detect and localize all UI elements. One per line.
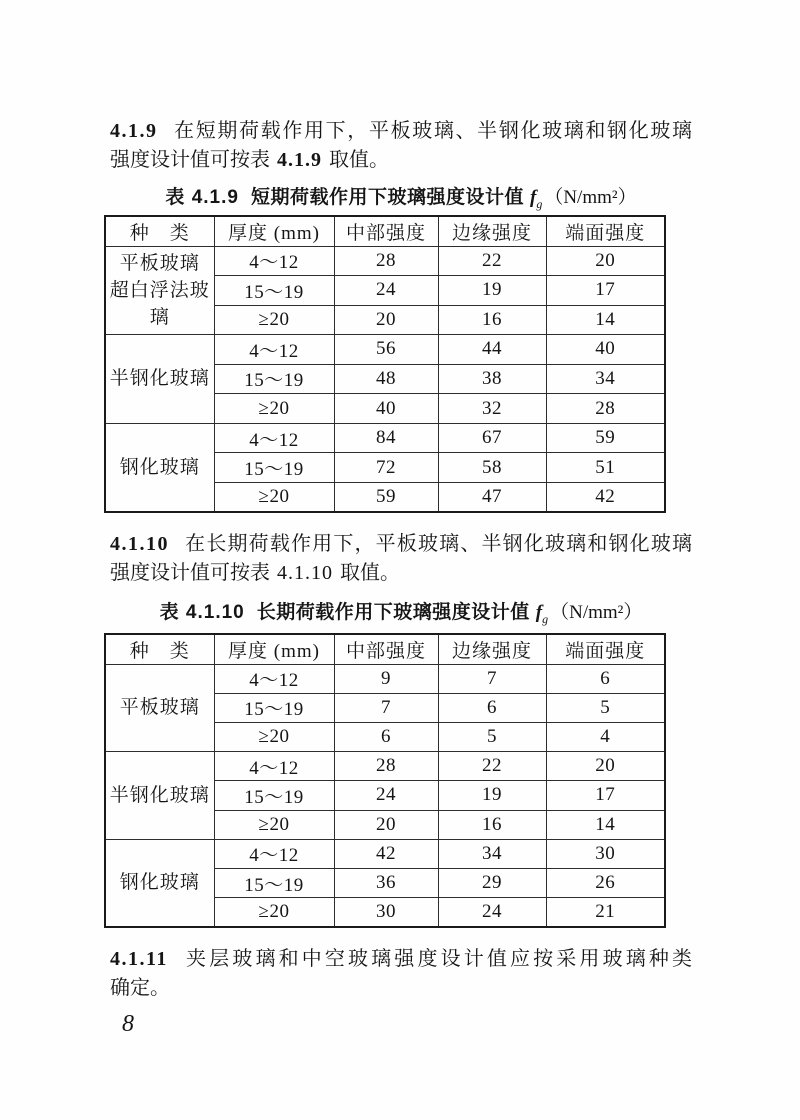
thickness-cell: 4～12: [214, 752, 334, 781]
thickness-cell: ≥20: [214, 722, 334, 751]
clause-line: [110, 117, 692, 146]
glass-kind-cell: [105, 335, 214, 424]
symbol-f: f: [529, 187, 537, 208]
mid-strength-cell: 9: [334, 664, 438, 693]
end-strength-cell: 17: [546, 276, 665, 306]
table-caption-label: 表 4.1.10: [159, 602, 245, 623]
end-strength-cell: 28: [546, 394, 665, 424]
glass-kind-cell: [105, 423, 214, 512]
table-row: [105, 839, 665, 868]
glass-kind-label: 半钢化玻璃: [109, 368, 210, 390]
table-row: [105, 335, 665, 365]
edge-strength-cell: 22: [438, 752, 546, 781]
end-strength-cell: 14: [546, 305, 665, 335]
edge-strength-cell: 19: [438, 276, 546, 306]
thickness-cell: ≥20: [214, 898, 334, 927]
clause-number: 4.1.9: [110, 120, 158, 142]
mid-strength-cell: 56: [334, 335, 438, 365]
end-strength-cell: 21: [546, 898, 665, 927]
edge-strength-cell: 16: [438, 810, 546, 839]
edge-strength-cell: 6: [438, 693, 546, 722]
header-end-strength: 端面强度: [546, 634, 665, 664]
strength-symbol: [529, 187, 543, 211]
table-row: [105, 752, 665, 781]
clause-4-1-9: [110, 117, 692, 175]
end-strength-cell: 17: [546, 781, 665, 810]
thickness-cell: 4～12: [214, 335, 334, 365]
clause-4-1-11: [110, 945, 692, 1003]
edge-strength-cell: 34: [438, 839, 546, 868]
end-strength-cell: 4: [546, 722, 665, 751]
clause-text: 在长期荷载作用下，平板玻璃、半钢化玻璃和钢化玻璃: [184, 533, 692, 555]
header-thickness: 厚度 (mm): [214, 216, 334, 246]
thickness-cell: 4～12: [214, 423, 334, 453]
header-kind: 种 类: [105, 216, 214, 246]
clause-text: 强度设计值可按表: [110, 562, 270, 584]
mid-strength-cell: 24: [334, 276, 438, 306]
edge-strength-cell: 5: [438, 722, 546, 751]
thickness-cell: 4～12: [214, 246, 334, 276]
table-caption-4-1-10: [110, 600, 692, 632]
table-row: [105, 246, 665, 276]
glass-kind-label: 钢化玻璃: [119, 456, 200, 478]
mid-strength-cell: 30: [334, 898, 438, 927]
end-strength-cell: 34: [546, 364, 665, 394]
edge-strength-cell: 38: [438, 364, 546, 394]
table-caption-text: 长期荷载作用下玻璃强度设计值: [256, 602, 530, 623]
table-caption-4-1-9: [110, 185, 692, 217]
table-row: [105, 664, 665, 693]
mid-strength-cell: 6: [334, 722, 438, 751]
end-strength-cell: 20: [546, 752, 665, 781]
end-strength-cell: 6: [546, 664, 665, 693]
edge-strength-cell: 19: [438, 781, 546, 810]
glass-kind-label: 平板玻璃: [119, 252, 200, 274]
glass-kind-cell: [105, 246, 214, 335]
clause-text: 强度设计值可按表: [110, 149, 270, 171]
table-reference: 4.1.9: [277, 149, 322, 171]
thickness-cell: 15～19: [214, 453, 334, 483]
clause-text: 确定。: [110, 977, 170, 999]
table-row: [105, 423, 665, 453]
clause-text: 在短期荷载作用下，平板玻璃、半钢化玻璃和钢化玻璃: [172, 120, 692, 142]
mid-strength-cell: 40: [334, 394, 438, 424]
clause-number: 4.1.10: [110, 533, 169, 555]
header-edge-strength: 边缘强度: [438, 216, 546, 246]
table-caption-text: 短期荷载作用下玻璃强度设计值: [250, 187, 524, 208]
thickness-cell: 15～19: [214, 781, 334, 810]
end-strength-cell: 30: [546, 839, 665, 868]
clause-number: 4.1.11: [110, 948, 168, 970]
end-strength-cell: 40: [546, 335, 665, 365]
edge-strength-cell: 24: [438, 898, 546, 927]
end-strength-cell: 20: [546, 246, 665, 276]
mid-strength-cell: 20: [334, 810, 438, 839]
glass-kind-label: 半钢化玻璃: [109, 784, 210, 806]
clause-line: [110, 945, 692, 974]
thickness-cell: 15～19: [214, 364, 334, 394]
edge-strength-cell: 7: [438, 664, 546, 693]
thickness-cell: 15～19: [214, 869, 334, 898]
thickness-cell: 4～12: [214, 839, 334, 868]
page-number: 8: [122, 1011, 134, 1037]
edge-strength-cell: 32: [438, 394, 546, 424]
mid-strength-cell: 84: [334, 423, 438, 453]
edge-strength-cell: 29: [438, 869, 546, 898]
thickness-cell: ≥20: [214, 482, 334, 512]
end-strength-cell: 51: [546, 453, 665, 483]
clause-line: [110, 146, 692, 175]
header-thickness: 厚度 (mm): [214, 634, 334, 664]
edge-strength-cell: 67: [438, 423, 546, 453]
strength-symbol: [535, 602, 549, 626]
clause-line: [110, 974, 692, 1003]
header-kind: 种 类: [105, 634, 214, 664]
symbol-f: f: [535, 602, 543, 623]
mid-strength-cell: 42: [334, 839, 438, 868]
end-strength-cell: 59: [546, 423, 665, 453]
clause-text: 夹层玻璃和中空玻璃强度设计值应按采用玻璃种类: [182, 948, 692, 970]
edge-strength-cell: 16: [438, 305, 546, 335]
clause-line: [110, 530, 692, 559]
thickness-cell: 4～12: [214, 664, 334, 693]
end-strength-cell: 42: [546, 482, 665, 512]
header-edge-strength: 边缘强度: [438, 634, 546, 664]
header-end-strength: 端面强度: [546, 216, 665, 246]
header-row: [105, 216, 665, 246]
header-mid-strength: 中部强度: [334, 216, 438, 246]
mid-strength-cell: 20: [334, 305, 438, 335]
symbol-subscript: g: [536, 196, 543, 211]
thickness-cell: ≥20: [214, 394, 334, 424]
thickness-cell: ≥20: [214, 810, 334, 839]
edge-strength-cell: 22: [438, 246, 546, 276]
clause-text: 取值。: [329, 149, 389, 171]
mid-strength-cell: 28: [334, 246, 438, 276]
header-row: [105, 634, 665, 664]
glass-kind-cell: [105, 664, 214, 752]
mid-strength-cell: 7: [334, 693, 438, 722]
mid-strength-cell: 48: [334, 364, 438, 394]
table-caption-label: 表 4.1.9: [165, 187, 239, 208]
table-reference: 4.1.10: [277, 562, 333, 584]
table-caption-unit: （N/mm²）: [544, 187, 637, 208]
clause-text: 取值。: [340, 562, 400, 584]
table-4-1-9: [104, 215, 666, 513]
symbol-subscript: g: [542, 611, 549, 626]
clause-line: [110, 559, 692, 588]
thickness-cell: 15～19: [214, 276, 334, 306]
end-strength-cell: 14: [546, 810, 665, 839]
thickness-cell: 15～19: [214, 693, 334, 722]
mid-strength-cell: 28: [334, 752, 438, 781]
glass-kind-cell: [105, 752, 214, 840]
mid-strength-cell: 72: [334, 453, 438, 483]
clause-4-1-10: [110, 530, 692, 588]
mid-strength-cell: 24: [334, 781, 438, 810]
edge-strength-cell: 44: [438, 335, 546, 365]
mid-strength-cell: 36: [334, 869, 438, 898]
end-strength-cell: 5: [546, 693, 665, 722]
thickness-cell: ≥20: [214, 305, 334, 335]
glass-kind-label: 钢化玻璃: [119, 872, 200, 894]
table-4-1-10: [104, 633, 666, 928]
table-caption-unit: （N/mm²）: [550, 602, 643, 623]
glass-kind-label: 超白浮法玻璃: [109, 279, 210, 328]
header-mid-strength: 中部强度: [334, 634, 438, 664]
glass-kind-label: 平板玻璃: [119, 697, 200, 719]
edge-strength-cell: 47: [438, 482, 546, 512]
mid-strength-cell: 59: [334, 482, 438, 512]
end-strength-cell: 26: [546, 869, 665, 898]
glass-kind-cell: [105, 839, 214, 927]
edge-strength-cell: 58: [438, 453, 546, 483]
